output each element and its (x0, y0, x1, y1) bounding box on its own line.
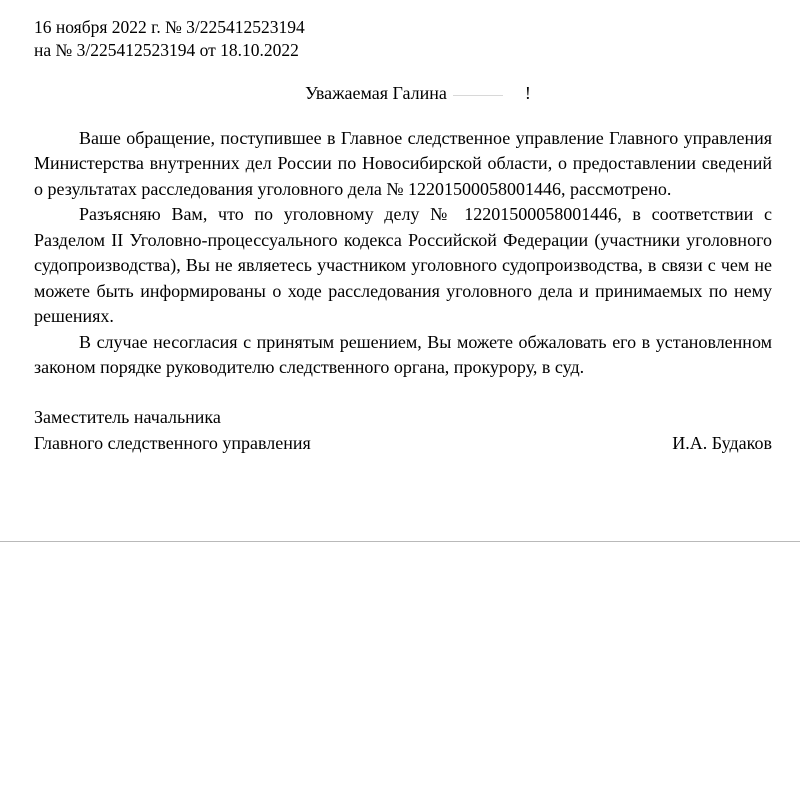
signer-position-line-2: Главного следственного управления (34, 432, 311, 453)
salutation-punctuation: ! (524, 82, 531, 103)
signature-block (34, 405, 772, 456)
signer-position-line-1: Заместитель начальника (34, 407, 221, 427)
redacted-name-block (447, 87, 525, 99)
salutation-text: Уважаемая Галина (305, 82, 447, 103)
paragraph-1: Ваше обращение, поступившее в Главное следственное управление Главного управления Министерства внутренних дел России по Новосибирской области, о предоставлении сведений о результатах расследования уголовного дела № 12201500058001446, рассмотрено. (34, 127, 772, 199)
reference-incoming-number: на № 3/225412523194 от 18.10.2022 (34, 40, 299, 61)
signer-name: И.А. Будаков (672, 432, 772, 453)
paragraph-2: Разъясняю Вам, что по уголовному делу № 12201500058001446, в соответствии с Разделом II Уголовно-процессуального кодекса Российской Федерации (участники уголовного судопроизводства), Вы не являетесь участником уголовного судопроизводства, в связи с чем не можете быть информированы о ходе расследования уголовного дела и принимаемых по нему решениях. (34, 204, 772, 327)
blank-lower-area (0, 542, 800, 812)
reference-block (34, 16, 772, 63)
reference-outgoing-number: 16 ноября 2022 г. № 3/225412523194 (34, 17, 305, 37)
signature-row (34, 431, 772, 457)
salutation (34, 83, 772, 104)
paragraph-3: В случае несогласия с принятым решением, Вы можете обжаловать его в установленном законом порядке руководителю следственного органа, прокурору, в суд. (34, 331, 772, 378)
